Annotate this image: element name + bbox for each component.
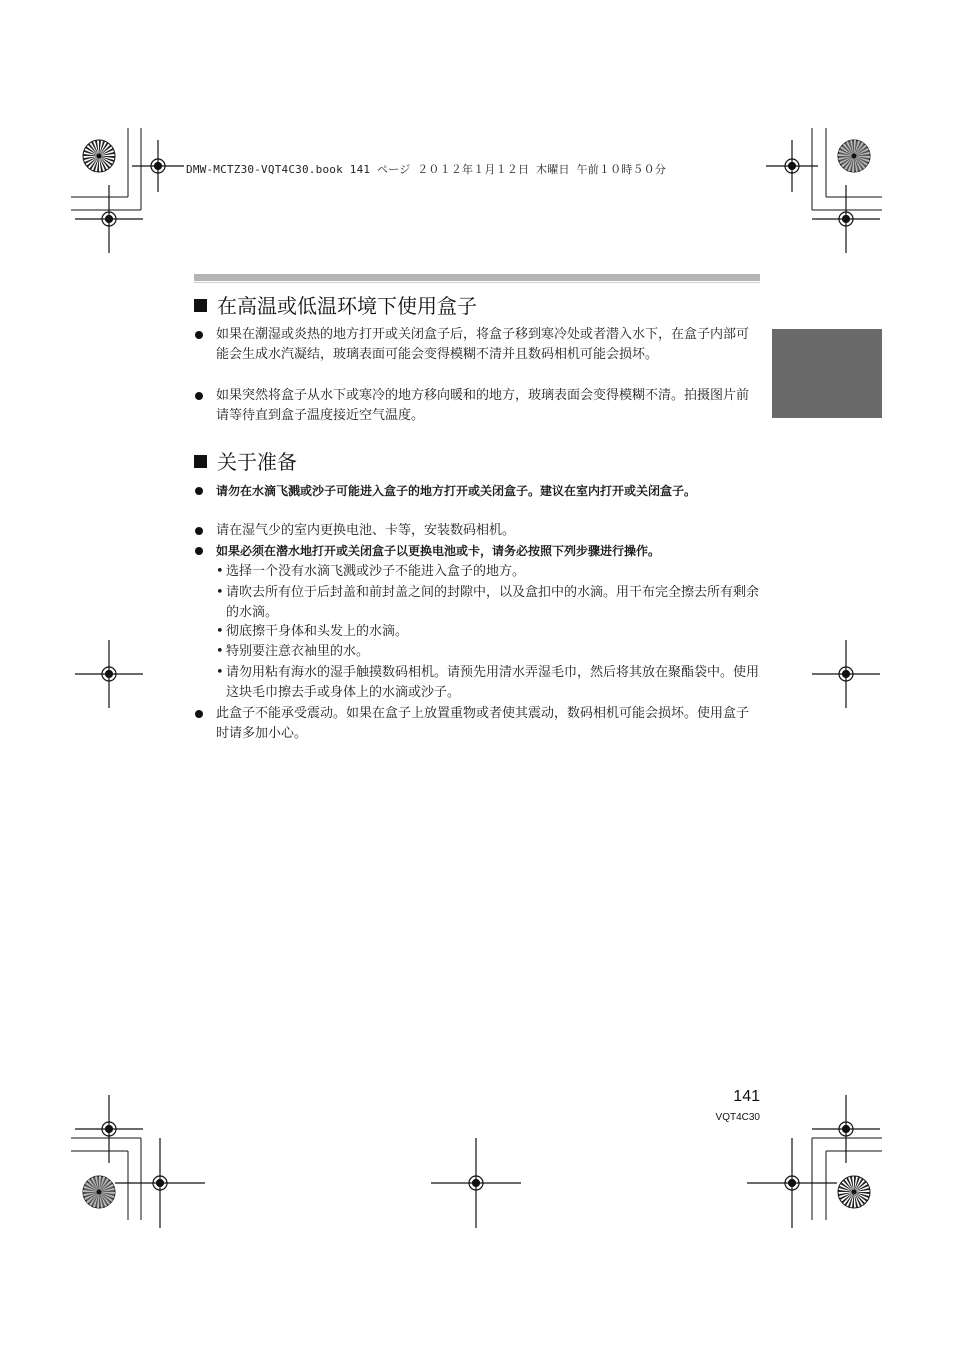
section-rule-shadow <box>194 282 760 283</box>
registration-target-icon <box>75 185 143 253</box>
list-item <box>194 521 760 541</box>
list-item <box>194 541 760 561</box>
sub-item-text: 请勿用粘有海水的湿手触摸数码相机。请预先用清水弄湿毛巾，然后将其放在聚酯袋中。使用这块毛巾擦去手或身体上的水滴或沙子。 <box>226 665 760 700</box>
bullet-dot-icon <box>195 487 203 495</box>
starburst-target-icon <box>83 140 115 172</box>
sub-list-item <box>216 562 760 582</box>
registration-target-icon <box>431 1138 521 1228</box>
list-item <box>194 481 760 501</box>
sub-marker: • <box>216 665 224 680</box>
registration-target-icon <box>812 1095 880 1163</box>
registration-target-icon <box>132 140 184 192</box>
print-header-info: DMW-MCTZ30-VQT4C30.book 141 ページ ２０１２年１月１２日 木曜日 午前１０時５０分 <box>186 163 667 176</box>
list-item <box>194 386 760 426</box>
registration-target-icon <box>75 1095 143 1163</box>
square-bullet-icon <box>194 455 207 468</box>
starburst-target-icon <box>838 1176 870 1208</box>
section-heading-temperature <box>194 290 477 319</box>
bullet-dot-icon <box>195 392 203 400</box>
sub-list-item <box>216 622 760 642</box>
registration-target-icon <box>812 640 880 708</box>
chapter-side-tab <box>772 329 882 418</box>
section-title: 在高温或低温环境下使用盒子 <box>217 294 477 318</box>
list-item <box>194 325 760 365</box>
bullet-text: 如果必须在潜水地打开或关闭盒子以更换电池或卡，请务必按照下列步骤进行操作。 <box>216 544 661 558</box>
sub-list-item <box>216 583 760 623</box>
registration-target-icon <box>766 140 818 192</box>
sub-marker: • <box>216 585 224 600</box>
bullet-dot-icon <box>195 527 203 535</box>
sub-marker: • <box>216 644 224 659</box>
bullet-text: 如果突然将盒子从水下或寒冷的地方移向暖和的地方，玻璃表面会变得模糊不清。拍摄图片前请等待直到盒子温度接近空气温度。 <box>216 388 750 423</box>
sub-item-text: 彻底擦干身体和头发上的水滴。 <box>226 624 409 639</box>
section-title: 关于准备 <box>217 450 297 474</box>
bullet-text: 请勿在水滴飞溅或沙子可能进入盒子的地方打开或关闭盒子。建议在室内打开或关闭盒子。 <box>216 484 697 498</box>
bullet-text: 此盒子不能承受震动。如果在盒子上放置重物或者使其震动，数码相机可能会损坏。使用盒子时请多加小心。 <box>216 706 750 741</box>
list-item <box>194 704 760 744</box>
starburst-target-icon <box>838 140 870 172</box>
starburst-target-icon <box>83 1176 115 1208</box>
bullet-dot-icon <box>195 331 203 339</box>
sub-item-text: 特别要注意衣袖里的水。 <box>226 644 370 659</box>
registration-target-icon <box>75 640 143 708</box>
sub-item-text: 请吹去所有位于后封盖和前封盖之间的封隙中，以及盒扣中的水滴。用干布完全擦去所有剩余的水滴。 <box>226 585 760 620</box>
sub-marker: • <box>216 624 224 639</box>
bullet-text: 如果在潮湿或炎热的地方打开或关闭盒子后，将盒子移到寒冷处或者潜入水下，在盒子内部可能会生成水汽凝结，玻璃表面可能会变得模糊不清并且数码相机可能会损坏。 <box>216 327 750 362</box>
section-heading-preparation <box>194 446 297 475</box>
section-rule <box>194 274 760 281</box>
sub-item-text: 选择一个没有水滴飞溅或沙子不能进入盒子的地方。 <box>226 564 526 579</box>
model-code: VQT4C30 <box>715 1112 760 1123</box>
bullet-dot-icon <box>195 710 203 718</box>
sub-list-item <box>216 663 760 703</box>
registration-target-icon <box>812 185 880 253</box>
registration-target-icon <box>747 1138 837 1228</box>
bullet-dot-icon <box>195 547 203 555</box>
page-number: 141 <box>733 1088 760 1105</box>
sub-marker: • <box>216 564 224 579</box>
sub-list-item <box>216 642 760 662</box>
bullet-text: 请在湿气少的室内更换电池、卡等，安装数码相机。 <box>216 523 516 538</box>
square-bullet-icon <box>194 299 207 312</box>
